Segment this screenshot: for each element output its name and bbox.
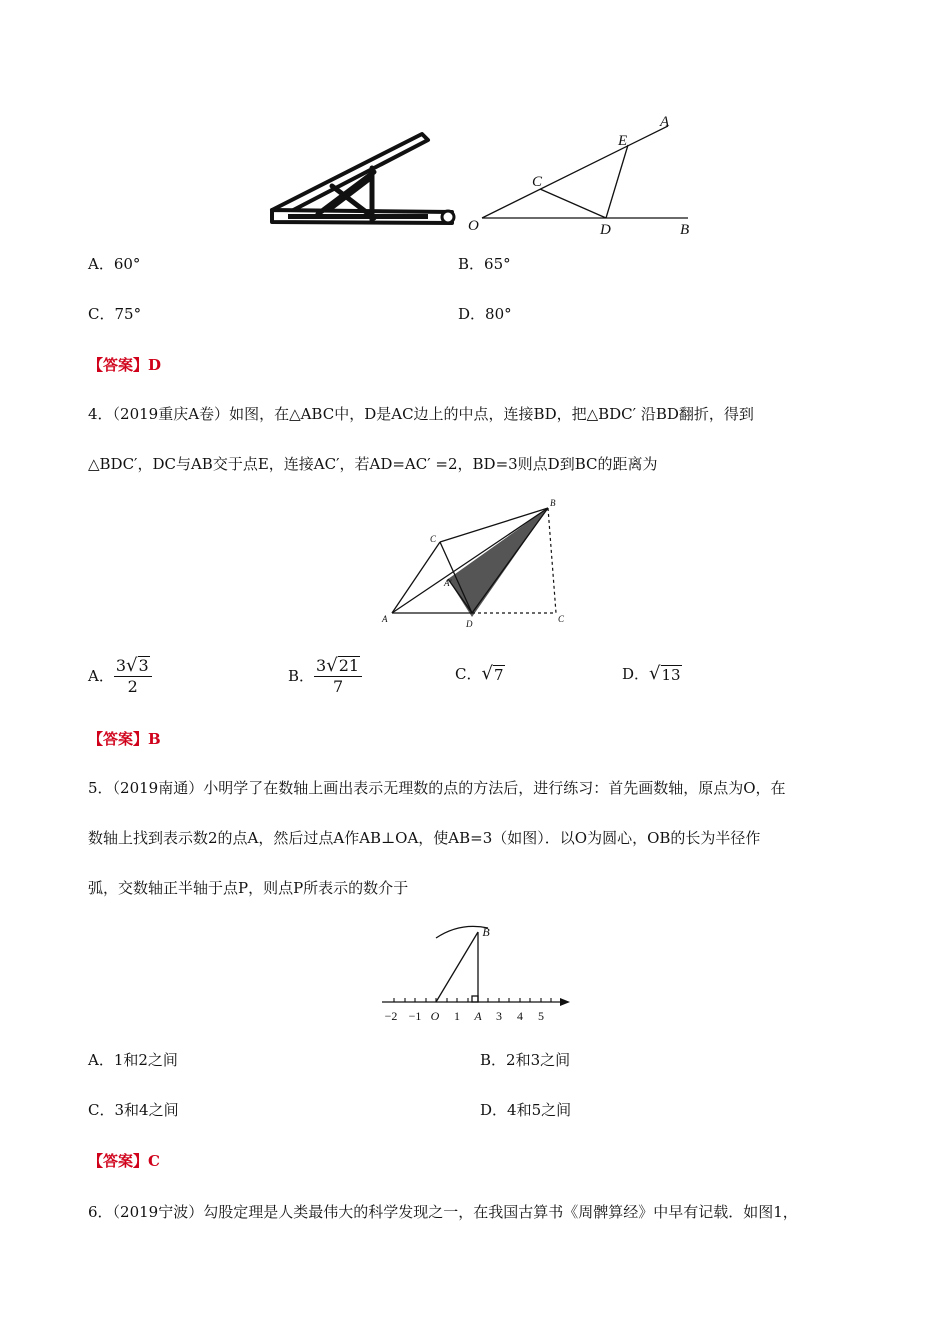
tick-5: 5 <box>538 1009 544 1023</box>
tick-3: 3 <box>496 1009 502 1023</box>
label-B: B <box>680 222 690 238</box>
q5-option-b: B．2和3之间 <box>480 1051 571 1069</box>
label-A: A <box>660 114 670 130</box>
tick-O: O <box>430 1009 440 1023</box>
q5-line3: 弧，交数轴正半轴于点P，则点P所表示的数介于 <box>88 879 409 897</box>
label-A-prime: A' <box>444 578 452 588</box>
q5-option-a: A．1和2之间 <box>88 1051 178 1069</box>
label-C2: C <box>558 614 565 624</box>
label-D: D <box>600 222 611 238</box>
label-C: C <box>532 174 543 190</box>
q3-option-b: B．65° <box>458 255 511 273</box>
tick-minus-1: −1 <box>408 1009 422 1023</box>
q5-option-d: D．4和5之间 <box>480 1101 572 1119</box>
label-D: D <box>466 619 473 629</box>
label-C: C <box>430 534 437 544</box>
q4-line1: 4．（2019重庆A卷）如图，在△ABC中，D是AC边上的中点，连接BD，把△BDC′ 沿BD翻折，得到 <box>88 405 754 423</box>
q3-angle-figure <box>462 112 698 240</box>
q6-line1: 6．（2019宁波）勾股定理是人类最伟大的科学发现之一，在我国古算书《周髀算经》中早有记载．如图1， <box>88 1203 798 1221</box>
q3-option-d: D．80° <box>458 305 512 323</box>
q5-number-line-figure <box>378 920 574 1028</box>
label-B: B <box>482 925 490 939</box>
q4-option-c: C． √ 7 <box>455 663 504 684</box>
q3-answer: 【答案】D <box>88 356 162 374</box>
tick-A: A <box>474 1009 482 1023</box>
q3-option-a: A．60° <box>88 255 141 273</box>
label-O: O <box>468 218 479 234</box>
q4-answer: 【答案】B <box>88 730 161 748</box>
label-B: B <box>550 498 556 508</box>
label-E: E <box>618 133 628 149</box>
q4-option-b: B． $\frac{3√21}{7}$ <box>288 652 362 700</box>
tick-1: 1 <box>454 1009 460 1023</box>
q4-line2: △BDC′，DC与AB交于点E，连接AC′，若AD=AC′ =2，BD=3则点D到BC的距离为 <box>88 455 658 473</box>
q3-tool-figure <box>258 126 458 232</box>
q4-fold-figure <box>378 494 574 632</box>
q3-option-c: C．75° <box>88 305 142 323</box>
q4-option-d: D． √ 13 <box>622 663 681 684</box>
tick-minus-2: −2 <box>384 1009 398 1023</box>
q5-line2: 数轴上找到表示数2的点A，然后过点A作AB⊥OA，使AB=3（如图）．以O为圆心，OB的长为半径作 <box>88 829 761 847</box>
label-A: A <box>382 614 388 624</box>
tick-4: 4 <box>517 1009 523 1023</box>
q5-answer: 【答案】C <box>88 1152 160 1170</box>
q5-option-c: C．3和4之间 <box>88 1101 179 1119</box>
q5-line1: 5．（2019南通）小明学了在数轴上画出表示无理数的点的方法后，进行练习：首先画数轴，原点为O，在 <box>88 779 786 797</box>
q4-option-a: A． $\frac{3√3}{2}$ <box>88 652 152 700</box>
